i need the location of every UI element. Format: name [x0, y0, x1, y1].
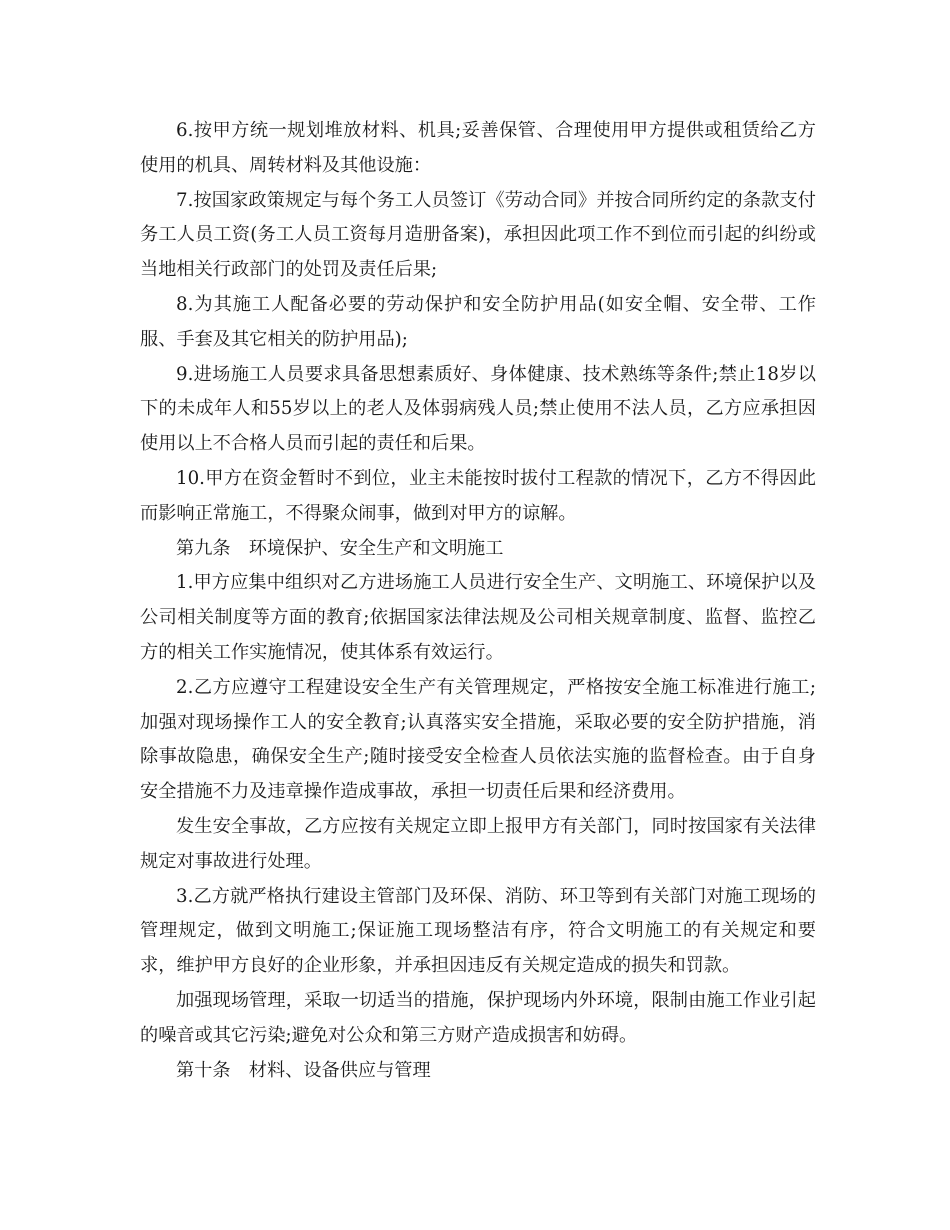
paragraph-safety-accident: 发生安全事故，乙方应按有关规定立即上报甲方有关部门，同时按国家有关法律规定对事故进行处理。	[140, 815, 816, 872]
section-heading-article-9: 第九条 环境保护、安全生产和文明施工	[176, 537, 504, 559]
paragraph-item-8: 8.为其施工人配备必要的劳动保护和安全防护用品(如安全帽、安全带、工作服、手套及其它相关的防护用品);	[140, 293, 816, 350]
paragraph-item-7: 7.按国家政策规定与每个务工人员签订《劳动合同》并按合同所约定的条款支付务工人员工资(务工人员工资每月造册备案)，承担因此项工作不到位而引起的纠纷或当地相关行政部门的处罚及责任后果;	[140, 189, 816, 281]
paragraph-article-9-item-1: 1.甲方应集中组织对乙方进场施工人员进行安全生产、文明施工、环境保护以及公司相关制度等方面的教育;依据国家法律法规及公司相关规章制度、监督、监控乙方的相关工作实施情况，使其体系有效运行。	[140, 572, 816, 663]
document-page	[140, 114, 816, 1088]
paragraph-article-9-item-3: 3.乙方就严格执行建设主管部门及环保、消防、环卫等到有关部门对施工现场的管理规定，做到文明施工;保证施工现场整洁有序，符合文明施工的有关规定和要求，维护甲方良好的企业形象，并承担因违反有关规定造成的损失和罚款。	[140, 885, 816, 977]
paragraph-item-9: 9.进场施工人员要求具备思想素质好、身体健康、技术熟练等条件;禁止18岁以下的未成年人和55岁以上的老人及体弱病残人员;禁止使用不法人员，乙方应承担因使用以上不合格人员而引起的责任和后果。	[140, 363, 816, 455]
section-heading-article-10: 第十条 材料、设备供应与管理	[176, 1059, 431, 1081]
paragraph-item-10: 10.甲方在资金暂时不到位，业主未能按时拔付工程款的情况下，乙方不得因此而影响正常施工，不得聚众闹事，做到对甲方的谅解。	[140, 467, 816, 524]
paragraph-item-6: 6.按甲方统一规划堆放材料、机具;妥善保管、合理使用甲方提供或租赁给乙方使用的机具、周转材料及其他设施：	[140, 120, 816, 176]
paragraph-article-9-item-2: 2.乙方应遵守工程建设安全生产有关管理规定，严格按安全施工标准进行施工;加强对现场操作工人的安全教育;认真落实安全措施，采取必要的安全防护措施，消除事故隐患，确保安全生产;随时接受安全检查人员依法实施的监督检查。由于自身安全措施不力及违章操作造成事故，承担一切责任后果和经济费用。	[140, 676, 816, 803]
paragraph-site-management: 加强现场管理，采取一切适当的措施，保护现场内外环境，限制由施工作业引起的噪音或其它污染;避免对公众和第三方财产造成损害和妨碍。	[140, 989, 816, 1046]
